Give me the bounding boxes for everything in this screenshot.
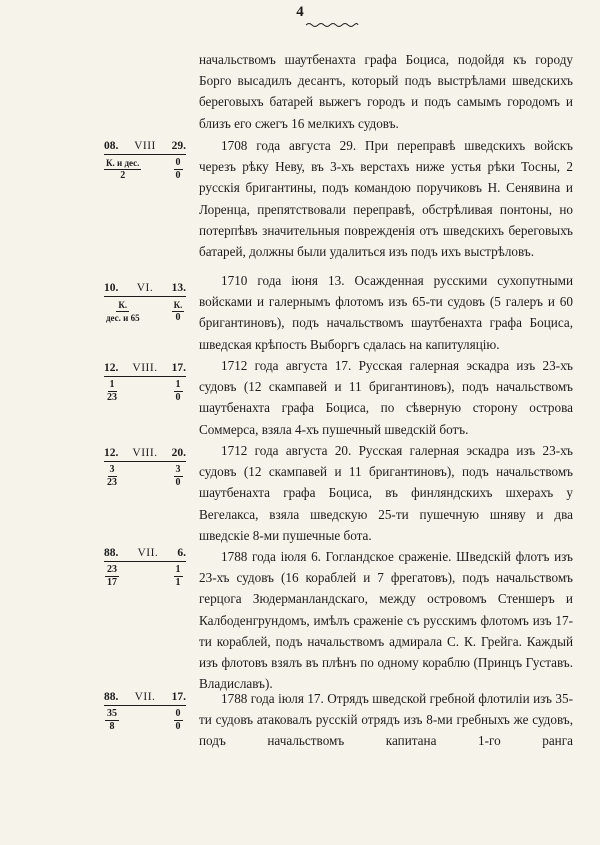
- day: 13.: [171, 282, 186, 294]
- month: VIII: [134, 140, 156, 152]
- entry-paragraph-1712-aug-17: 1712 года августа 17. Русская галерная эскадра изъ 23-хъ судовъ (12 скампавей и 11 бригантиновъ), подъ начальствомъ шаутбенахта графа Боциса, по сѣверную сторону острова Соммерса, взяла 4-хъ пушечный шведскій ботъ.: [199, 358, 573, 437]
- enemy-top: 1: [175, 379, 181, 390]
- year: 12.: [104, 447, 119, 459]
- year: 10.: [104, 282, 119, 294]
- russian-stat: [104, 564, 120, 589]
- enemy-bottom: 0: [175, 312, 181, 323]
- entry-paragraph-1710: 1710 года іюня 13. Осажденная русскими сухопутными войсками и галернымъ флотомъ изъ 65-ти судовъ (5 галеръ и 60 бригантиновъ), подъ начальствомъ шаутбенахта графа Боциса, шведская крѣпость Выборгъ сдалась на капитуляцію.: [199, 273, 573, 352]
- russian-top: К. и дес.: [106, 158, 140, 168]
- day: 17.: [171, 691, 186, 703]
- margin-note-1712-aug-17: [104, 361, 186, 404]
- month: VIII.: [132, 447, 158, 459]
- date-line: [104, 546, 186, 562]
- enemy-bottom: 0: [175, 477, 181, 488]
- russian-bottom: 2: [120, 170, 126, 181]
- russian-bottom: 17: [107, 577, 117, 588]
- russian-stat: [104, 379, 120, 404]
- entry-paragraph-1712-aug-20: 1712 года августа 20. Русская галерная эскадра изъ 23-хъ судовъ (12 скампавей и 11 бригантиновъ), подъ начальствомъ шаутбенахта графа Боциса, въ финляндскихъ шхерахъ у Вегелакса, взяла шведскую 25-ти пушечную шняву и два шведскіе 8-ми пушечные бота.: [199, 443, 573, 543]
- enemy-bottom: 0: [175, 392, 181, 403]
- entry-paragraph-1788-jul-6: 1788 года іюля 6. Гогландское сраженіе. Шведскій флотъ изъ 23-хъ судовъ (16 кораблей и 7 фрегатовъ), подъ начальствомъ герцога Зюдерманландскаго, между островомъ Стеншеръ и Калбоденгрундомъ, имѣлъ сраженіе съ русскимъ флотомъ изъ 17-ти кораблей, подъ начальствомъ адмирала С. К. Грейга. Каждый изъ флотовъ взялъ въ плѣнъ по одному кораблю (Принцъ Густавъ. Владиславъ).: [199, 549, 573, 692]
- enemy-top: К.: [173, 300, 183, 310]
- date-line: [104, 281, 186, 297]
- year: 88.: [104, 691, 119, 703]
- russian-bottom: 23: [107, 477, 117, 488]
- date-line: [104, 690, 186, 706]
- day: 29.: [171, 140, 186, 152]
- ship-stats: [104, 464, 186, 489]
- date-line: [104, 139, 186, 155]
- ship-stats: [104, 299, 186, 324]
- margin-note-1708: [104, 139, 186, 182]
- margin-note-1712-aug-20: [104, 446, 186, 489]
- enemy-stat: [170, 464, 186, 489]
- enemy-stat: [170, 708, 186, 733]
- russian-top: 23: [107, 564, 117, 575]
- enemy-top: 1: [175, 564, 181, 575]
- enemy-stat: [170, 379, 186, 404]
- month: VI.: [136, 282, 154, 294]
- ship-stats: [104, 379, 186, 404]
- margin-note-1788-jul-17: [104, 690, 186, 733]
- russian-top: 1: [109, 379, 115, 390]
- enemy-stat: [170, 157, 186, 182]
- enemy-bottom: 1: [175, 577, 181, 588]
- ship-stats: [104, 157, 186, 182]
- margin-note-1710: [104, 281, 186, 324]
- ornament-flourish: [305, 22, 359, 28]
- month: VII.: [137, 547, 159, 559]
- month: VIII.: [132, 362, 158, 374]
- ship-stats: [104, 564, 186, 589]
- russian-stat: [104, 464, 120, 489]
- intro-paragraph: начальствомъ шаутбенахта графа Боциса, подойдя къ городу Борго высадилъ десантъ, который подъ выстрѣлами шведскихъ береговыхъ батарей выжегъ городъ и подъ самымъ городомъ и близъ его сжегъ 16 мелкихъ судовъ.: [199, 52, 573, 131]
- month: VII.: [134, 691, 156, 703]
- enemy-stat: [170, 564, 186, 589]
- russian-bottom: 23: [107, 392, 117, 403]
- russian-bottom: 8: [109, 721, 115, 732]
- russian-stat: [104, 708, 120, 733]
- day: 20.: [171, 447, 186, 459]
- year: 12.: [104, 362, 119, 374]
- enemy-bottom: 0: [175, 721, 181, 732]
- entry-paragraph-1788-jul-17: 1788 года іюля 17. Отрядъ шведской гребной флотиліи изъ 35-ти судовъ атаковалъ русскій отрядъ изъ 8-ми гребныхъ же судовъ, подъ начальствомъ капитана 1-го ранга: [199, 691, 573, 749]
- ship-stats: [104, 708, 186, 733]
- russian-top: 35: [107, 708, 117, 719]
- russian-stat: [104, 299, 142, 324]
- enemy-stat: [170, 299, 186, 324]
- enemy-bottom: 0: [175, 170, 181, 181]
- russian-top: 3: [109, 464, 115, 475]
- year: 08.: [104, 140, 119, 152]
- date-line: [104, 446, 186, 462]
- russian-top: К.: [118, 300, 128, 310]
- day: 6.: [177, 547, 186, 559]
- margin-note-1788-jul-6: [104, 546, 186, 589]
- day: 17.: [171, 362, 186, 374]
- date-line: [104, 361, 186, 377]
- entry-paragraph-1708: 1708 года августа 29. При переправѣ шведскихъ войскъ черезъ рѣку Неву, въ 3-хъ верстахъ ниже устья рѣки Тосны, 2 русскія бригантины, подъ командою поручиковъ Н. Сенявина и Лоренца, препятствовали переправѣ, обстрѣливая понтоны, но потерпѣвъ значительныя поврежденія отъ шведскихъ береговыхъ батарей, должны были удалиться изъ подъ ихъ выстрѣловъ.: [199, 138, 573, 260]
- year: 88.: [104, 547, 119, 559]
- enemy-top: 0: [175, 157, 181, 168]
- enemy-top: 0: [175, 708, 181, 719]
- enemy-top: 3: [175, 464, 181, 475]
- russian-stat: [104, 157, 141, 182]
- page-number: 4: [296, 4, 304, 20]
- russian-bottom: дес. и 65: [106, 313, 140, 323]
